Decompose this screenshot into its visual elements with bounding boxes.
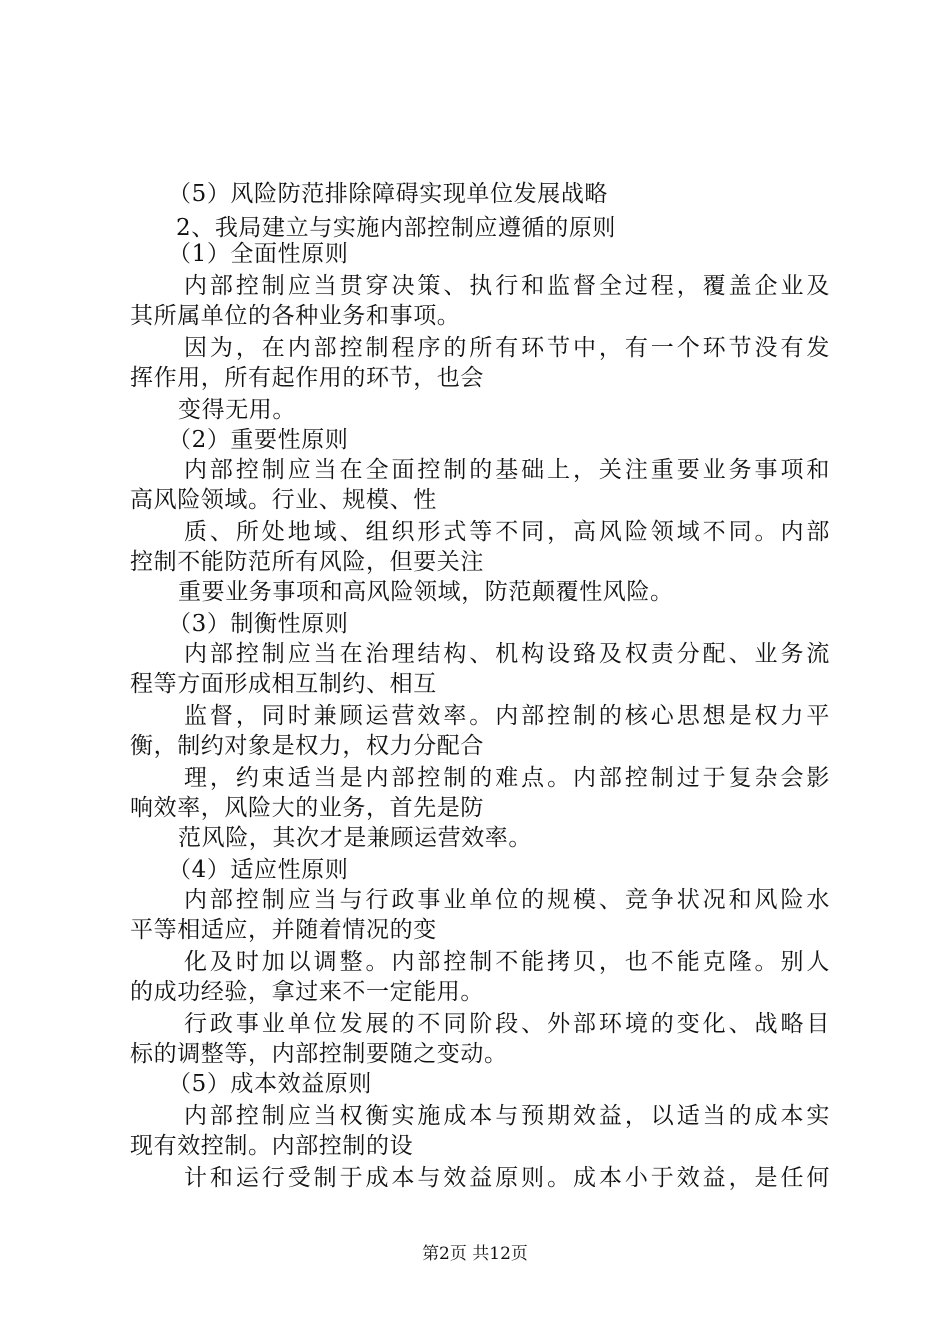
text-line: 衡，制约对象是权力，权力分配合	[130, 733, 484, 759]
text-line: 平等相适应，并随着情况的变	[130, 917, 437, 943]
text-line: 监督，同时兼顾运营效率。内部控制的核心思想是权力平	[184, 703, 830, 729]
text-line: 控制不能防范所有风险，但要关注	[130, 549, 484, 575]
text-line: 的成功经验，拿过来不一定能用。	[130, 979, 484, 1005]
text-line: 因为，在内部控制程序的所有环节中，有一个环节没有发	[184, 335, 830, 361]
text-line: 高风险领域。行业、规模、性	[130, 487, 437, 513]
text-line: 重要业务事项和高风险领域，防范颠覆性风险。	[178, 579, 674, 605]
text-line: 程等方面形成相互制约、相互	[130, 671, 437, 697]
text-line: 质、所处地域、组织形式等不同，高风险领域不同。内部	[184, 519, 830, 545]
text-line: （2）重要性原则	[168, 427, 349, 453]
text-line: （3）制衡性原则	[168, 611, 349, 637]
text-line: 行政事业单位发展的不同阶段、外部环境的变化、战略目	[184, 1011, 830, 1037]
text-line: 挥作用，所有起作用的环节，也会	[130, 365, 484, 391]
text-line: 内部控制应当与行政事业单位的规模、竞争状况和风险水	[184, 887, 830, 913]
text-line: （1）全面性原则	[168, 241, 349, 267]
text-line: 内部控制应当在治理结构、机构设臵及权责分配、业务流	[184, 641, 830, 667]
text-line: 标的调整等，内部控制要随之变动。	[130, 1041, 508, 1067]
text-line: 2、我局建立与实施内部控制应遵循的原则	[176, 215, 617, 241]
text-line: （4）适应性原则	[168, 857, 349, 883]
text-line: （5）风险防范排除障碍实现单位发展战略	[168, 181, 609, 207]
text-line: 范风险，其次才是兼顾运营效率。	[178, 825, 532, 851]
text-line: 响效率，风险大的业务，首先是防	[130, 795, 484, 821]
page-number-footer: 第2页 共12页	[422, 1244, 528, 1264]
text-line: 其所属单位的各种业务和事项。	[130, 303, 461, 329]
text-line: 变得无用。	[178, 397, 296, 423]
text-line: 内部控制应当贯穿决策、执行和监督全过程，覆盖企业及	[184, 273, 830, 299]
text-line: 内部控制应当权衡实施成本与预期效益，以适当的成本实	[184, 1103, 830, 1129]
text-line: 化及时加以调整。内部控制不能拷贝，也不能克隆。别人	[184, 949, 830, 975]
text-line: （5）成本效益原则	[168, 1071, 373, 1097]
text-line: 理，约束适当是内部控制的难点。内部控制过于复杂会影	[184, 765, 830, 791]
text-line: 现有效控制。内部控制的设	[130, 1133, 414, 1159]
text-line: 内部控制应当在全面控制的基础上，关注重要业务事项和	[184, 457, 830, 483]
text-line: 计和运行受制于成本与效益原则。成本小于效益，是任何	[184, 1165, 830, 1191]
